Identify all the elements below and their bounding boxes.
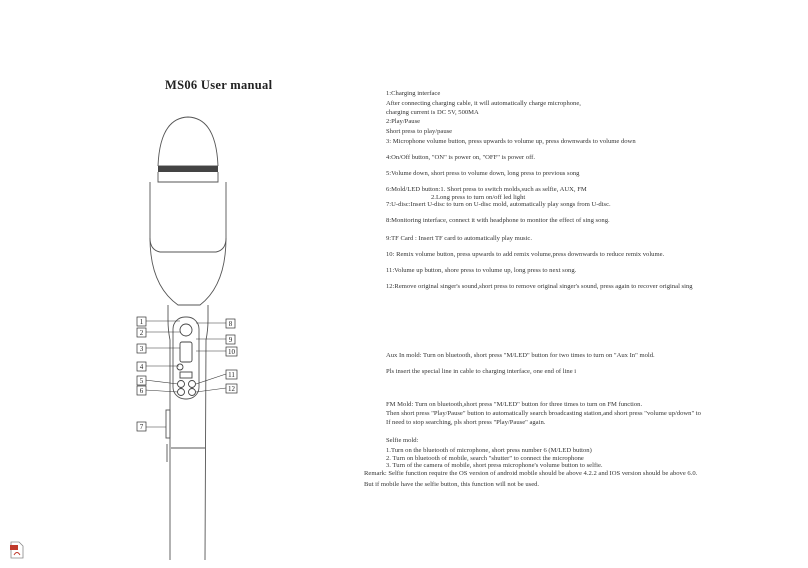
instruction-line: 1:Charging interface [386, 90, 441, 97]
mode-line: Aux In mold: Turn on bluetooth, short press "M/LED" button for two times to turn on "Aux In" mold. [386, 352, 655, 359]
instruction-line: 2:Play/Pause [386, 118, 421, 125]
instruction-line: After connecting charging cable, it will automatically charge microphone, [386, 100, 581, 107]
mode-line: 2. Turn on bluetooth of mobile, search "shutter" to connect the microphone [386, 455, 584, 462]
play-pause-button [180, 324, 192, 336]
label-3: 3 [139, 345, 144, 353]
instruction-line: 12:Remove original singer's sound,short press to remove original singer's sound, press again to recover original sing [386, 283, 693, 290]
mic-handle-right [205, 305, 208, 560]
instruction-line: Short press to play/pause [386, 128, 453, 135]
mic-upper-body [150, 182, 226, 252]
mode-line: FM Mold: Turn on bluetooth,short press "M/LED" button for three times to turn on FM function. [386, 401, 643, 408]
mic-neck [158, 172, 218, 182]
label-11: 11 [228, 371, 235, 379]
label-12: 12 [228, 385, 235, 393]
mic-lower-body [150, 238, 226, 305]
mode-line: 1.Turn on the bluetooth of microphone, short press number 6 (M/LED button) [386, 447, 592, 454]
volume-up-button [189, 381, 196, 388]
manual-title: MS06 User manual [165, 78, 273, 92]
instruction-line: 8:Monitoring interface, connect it with headphone to monitor the effect of sing song. [386, 217, 610, 224]
control-panel [173, 317, 199, 399]
remove-vocal-button [189, 389, 196, 396]
mode-line: If need to stop searching, pls short press "Play/Pause" again. [386, 419, 546, 426]
volume-slider [180, 342, 192, 362]
led-dot [177, 364, 183, 370]
instruction-line: 10: Remix volume button, press upwards to add remix volume,press downwards to reduce remix volume. [386, 251, 665, 258]
mic-mesh-band [158, 166, 218, 172]
label-5: 5 [139, 377, 144, 385]
instruction-line: 11:Volume up button, shore press to volume up, long press to next song. [386, 267, 577, 274]
instruction-line: 2.Long press to turn on/off led light [431, 194, 526, 201]
instruction-line: 5:Volume down, short press to volume down, long press to previous song [386, 170, 580, 177]
label-4: 4 [139, 363, 144, 371]
label-10: 10 [228, 348, 235, 356]
instruction-line: 6:Mold/LED button:1. Short press to switch molds,such as selfie, AUX, FM [386, 186, 587, 193]
mic-head-dome [158, 117, 218, 166]
mode-line: 3. Turn of the camera of mobile, short press microphone's volume button to selfie. [386, 462, 603, 469]
pdf-file-icon [10, 541, 24, 559]
label-6: 6 [139, 387, 144, 395]
on-off-switch [180, 372, 192, 378]
mode-line: But if mobile have the selfie button, this function will not be used. [364, 481, 540, 488]
instruction-line: charging current is DC 5V, 500MA [386, 109, 479, 116]
label-9: 9 [228, 336, 233, 344]
mode-led-button [178, 389, 185, 396]
instruction-line: 7:U-disc:Insert U-disc to turn on U-disc mold, automatically play songs from U-disc. [386, 201, 611, 208]
label-8: 8 [228, 320, 233, 328]
mode-line: Pls insert the special line in cable to charging interface, one end of line i [386, 368, 577, 375]
volume-down-button [178, 381, 185, 388]
label-1: 1 [139, 318, 144, 326]
mode-line: Selfie mold: [386, 437, 419, 444]
mode-line: Remark: Selfie function require the OS version of android mobile should be above 4.2.2 and IOS version should be above 6.0. [364, 470, 698, 477]
mode-line: Then short press "Play/Pause" button to automatically search broadcasting station,and short press "volume up/down" to [386, 410, 701, 417]
label-7: 7 [139, 423, 144, 431]
instruction-line: 9:TF Card : Insert TF card to automatically play music. [386, 235, 533, 242]
u-disc-slot [166, 410, 170, 438]
instruction-line: 3: Microphone volume button, press upwards to volume up, press downwards to volume down [386, 138, 636, 145]
instruction-line: 4:On/Off button, "ON" is power on, "OFF" is power off. [386, 154, 535, 161]
label-2: 2 [139, 329, 144, 337]
